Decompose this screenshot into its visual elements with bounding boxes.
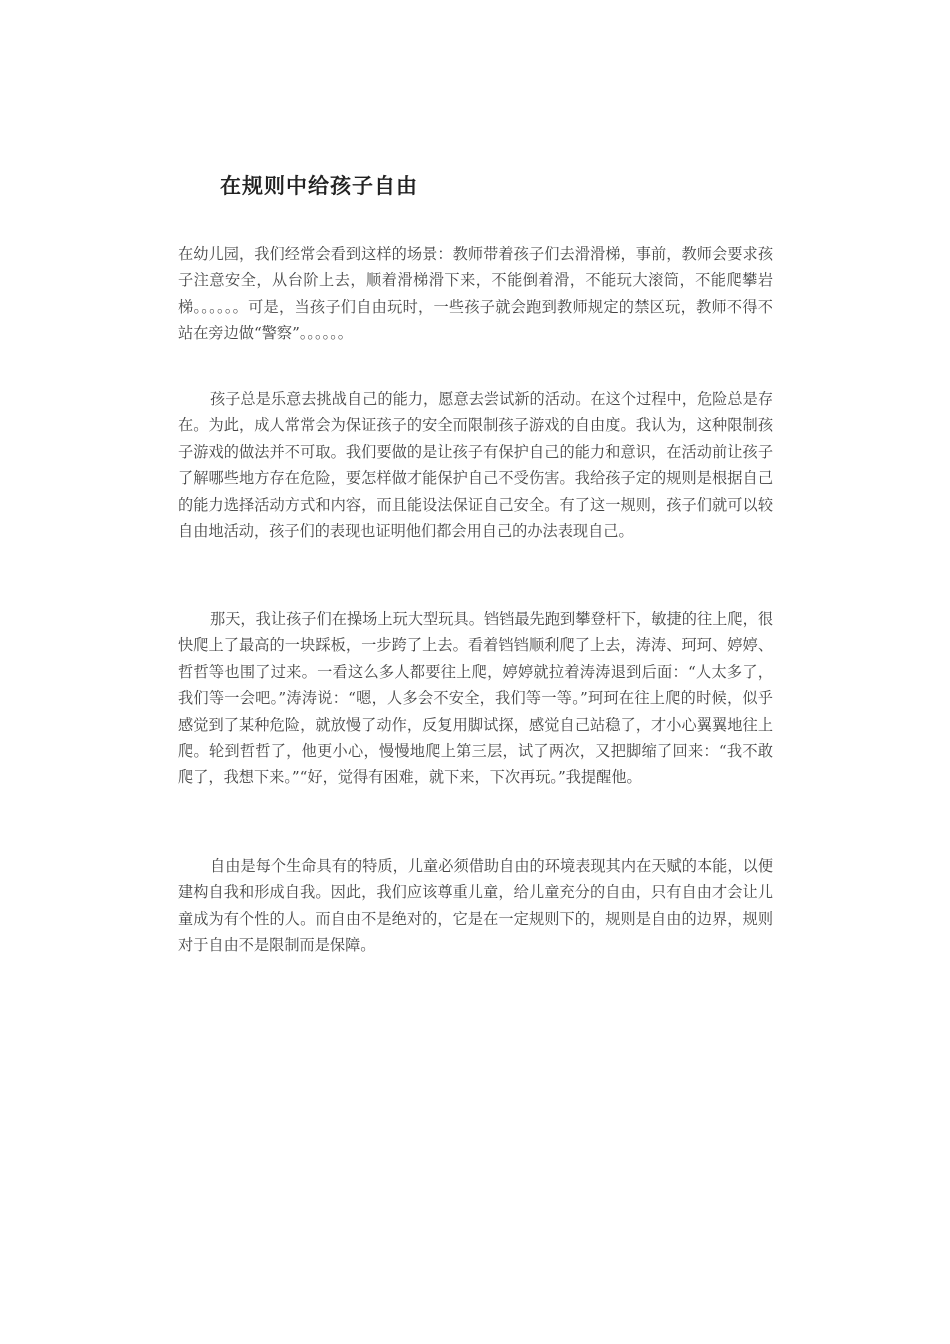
paragraph-2: 孩子总是乐意去挑战自己的能力，愿意去尝试新的活动。在这个过程中，危险总是存在。为此，成人常常会为保证孩子的安全而限制孩子游戏的自由度。我认为，这种限制孩子游戏的做法并不可取。我们要做的是让孩子有保护自己的能力和意识，在活动前让孩子了解哪些地方存在危险，要怎样做才能保护自己不受伤害。我给孩子定的规则是根据自己的能力选择活动方式和内容，而且能设法保证自己安全。有了这一规则，孩子们就可以较自由地活动，孩子们的表现也证明他们都会用自己的办法表现自己。 bbox=[178, 390, 773, 541]
document-title: 在规则中给孩子自由 bbox=[220, 174, 418, 198]
paragraph-4: 自由是每个生命具有的特质，儿童必须借助自由的环境表现其内在天赋的本能，以便建构自我和形成自我。因此，我们应该尊重儿童，给儿童充分的自由，只有自由才会让儿童成为有个性的人。而自由不是绝对的，它是在一定规则下的，规则是自由的边界，规则对于自由不是限制而是保障。 bbox=[178, 857, 773, 955]
paragraph-3: 那天，我让孩子们在操场上玩大型玩具。铛铛最先跑到攀登杆下，敏捷的往上爬，很快爬上了最高的一块踩板，一步跨了上去。看着铛铛顺利爬了上去，涛涛、珂珂、婷婷、哲哲等也围了过来。一看这么多人都要往上爬，婷婷就拉着涛涛退到后面：“人太多了，我们等一会吧。”涛涛说：“嗯，人多会不安全，我们等一等。”珂珂在往上爬的时候，似乎感觉到了某种危险，就放慢了动作，反复用脚试探，感觉自己站稳了，才小心翼翼地往上爬。轮到哲哲了，他更小心，慢慢地爬上第三层，试了两次，又把脚缩了回来：“我不敢爬了，我想下来。”“好，觉得有困难，就下来，下次再玩。”我提醒他。 bbox=[178, 610, 773, 787]
paragraph-1: 在幼儿园，我们经常会看到这样的场景：教师带着孩子们去滑滑梯，事前，教师会要求孩子注意安全，从台阶上去，顺着滑梯滑下来，不能倒着滑，不能玩大滚筒，不能爬攀岩梯。。。。。。可是，当孩子们自由玩时，一些孩子就会跑到教师规定的禁区玩，教师不得不站在旁边做“警察”。。。。。。 bbox=[178, 245, 773, 343]
